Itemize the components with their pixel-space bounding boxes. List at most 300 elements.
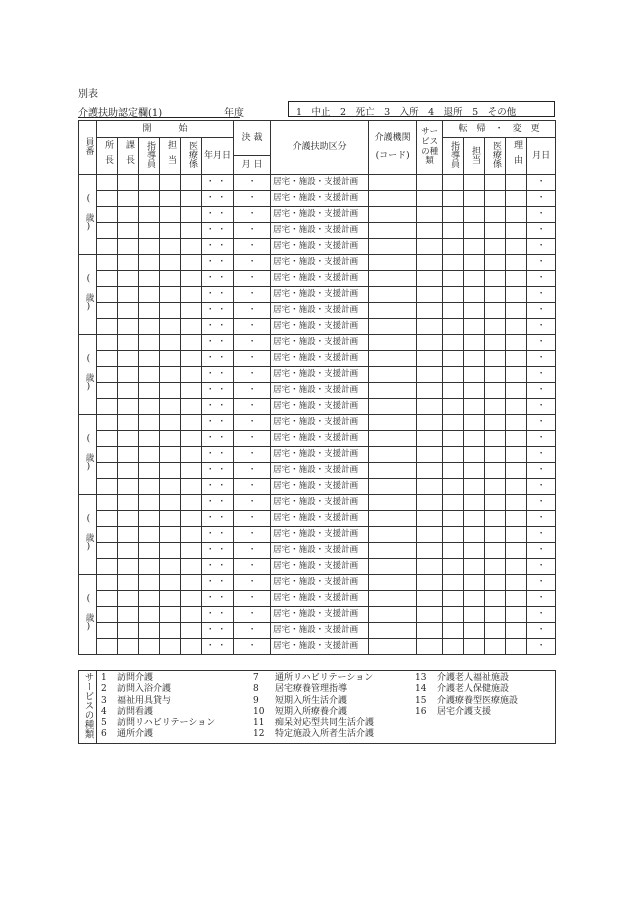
care-category-cell[interactable]: 居宅・施設・支援計画 (271, 175, 369, 191)
reason-cell[interactable] (506, 271, 527, 287)
approval-date-cell[interactable]: ・ (234, 527, 271, 543)
outcome-date-cell[interactable]: ・ (527, 527, 556, 543)
outcome-staff-cell[interactable] (464, 431, 485, 447)
start-date-cell[interactable]: ・・ (202, 335, 234, 351)
care-category-cell[interactable]: 居宅・施設・支援計画 (271, 351, 369, 367)
outcome-medical-cell[interactable] (485, 399, 506, 415)
outcome-staff-cell[interactable] (464, 351, 485, 367)
approval-date-cell[interactable]: ・ (234, 607, 271, 623)
stamp-cell[interactable] (118, 191, 139, 207)
outcome-medical-cell[interactable] (485, 527, 506, 543)
start-date-cell[interactable]: ・・ (202, 591, 234, 607)
outcome-date-cell[interactable]: ・ (527, 399, 556, 415)
outcome-date-cell[interactable]: ・ (527, 319, 556, 335)
stamp-cell[interactable] (160, 319, 181, 335)
approval-date-cell[interactable]: ・ (234, 303, 271, 319)
service-type-cell[interactable] (417, 559, 443, 575)
stamp-cell[interactable] (118, 383, 139, 399)
stamp-cell[interactable] (139, 495, 160, 511)
stamp-cell[interactable] (97, 543, 118, 559)
outcome-staff-cell[interactable] (464, 479, 485, 495)
outcome-staff-cell[interactable] (464, 207, 485, 223)
care-institution-cell[interactable] (369, 415, 417, 431)
stamp-cell[interactable] (97, 415, 118, 431)
start-date-cell[interactable]: ・・ (202, 351, 234, 367)
stamp-cell[interactable] (139, 543, 160, 559)
stamp-cell[interactable] (97, 303, 118, 319)
care-institution-cell[interactable] (369, 303, 417, 319)
stamp-cell[interactable] (97, 591, 118, 607)
approval-date-cell[interactable]: ・ (234, 399, 271, 415)
reason-cell[interactable] (506, 351, 527, 367)
start-date-cell[interactable]: ・・ (202, 303, 234, 319)
reason-cell[interactable] (506, 415, 527, 431)
outcome-medical-cell[interactable] (485, 175, 506, 191)
approval-date-cell[interactable]: ・ (234, 623, 271, 639)
stamp-cell[interactable] (139, 239, 160, 255)
stamp-cell[interactable] (97, 335, 118, 351)
service-type-cell[interactable] (417, 463, 443, 479)
care-institution-cell[interactable] (369, 271, 417, 287)
member-age-cell[interactable] (79, 495, 97, 575)
stamp-cell[interactable] (139, 415, 160, 431)
stamp-cell[interactable] (139, 351, 160, 367)
stamp-cell[interactable] (97, 287, 118, 303)
care-institution-cell[interactable] (369, 223, 417, 239)
start-date-cell[interactable]: ・・ (202, 207, 234, 223)
care-institution-cell[interactable] (369, 559, 417, 575)
stamp-cell[interactable] (181, 367, 202, 383)
outcome-medical-cell[interactable] (485, 431, 506, 447)
approval-date-cell[interactable]: ・ (234, 447, 271, 463)
outcome-staff-cell[interactable] (464, 543, 485, 559)
stamp-cell[interactable] (160, 607, 181, 623)
care-institution-cell[interactable] (369, 175, 417, 191)
service-type-cell[interactable] (417, 591, 443, 607)
stamp-cell[interactable] (118, 367, 139, 383)
care-category-cell[interactable]: 居宅・施設・支援計画 (271, 463, 369, 479)
stamp-cell[interactable] (160, 351, 181, 367)
outcome-instructor-cell[interactable] (443, 287, 464, 303)
reason-cell[interactable] (506, 223, 527, 239)
stamp-cell[interactable] (181, 511, 202, 527)
outcome-instructor-cell[interactable] (443, 271, 464, 287)
care-institution-cell[interactable] (369, 623, 417, 639)
service-type-cell[interactable] (417, 319, 443, 335)
outcome-instructor-cell[interactable] (443, 623, 464, 639)
stamp-cell[interactable] (139, 399, 160, 415)
stamp-cell[interactable] (160, 399, 181, 415)
outcome-instructor-cell[interactable] (443, 591, 464, 607)
outcome-instructor-cell[interactable] (443, 335, 464, 351)
stamp-cell[interactable] (139, 511, 160, 527)
stamp-cell[interactable] (139, 271, 160, 287)
stamp-cell[interactable] (181, 415, 202, 431)
outcome-date-cell[interactable]: ・ (527, 607, 556, 623)
care-category-cell[interactable]: 居宅・施設・支援計画 (271, 287, 369, 303)
stamp-cell[interactable] (181, 623, 202, 639)
start-date-cell[interactable]: ・・ (202, 255, 234, 271)
outcome-medical-cell[interactable] (485, 495, 506, 511)
stamp-cell[interactable] (97, 175, 118, 191)
stamp-cell[interactable] (181, 351, 202, 367)
care-category-cell[interactable]: 居宅・施設・支援計画 (271, 511, 369, 527)
service-type-cell[interactable] (417, 271, 443, 287)
outcome-staff-cell[interactable] (464, 287, 485, 303)
service-type-cell[interactable] (417, 415, 443, 431)
outcome-instructor-cell[interactable] (443, 399, 464, 415)
stamp-cell[interactable] (181, 607, 202, 623)
stamp-cell[interactable] (181, 175, 202, 191)
approval-date-cell[interactable]: ・ (234, 543, 271, 559)
reason-cell[interactable] (506, 431, 527, 447)
outcome-staff-cell[interactable] (464, 639, 485, 655)
stamp-cell[interactable] (181, 447, 202, 463)
service-type-cell[interactable] (417, 623, 443, 639)
stamp-cell[interactable] (118, 543, 139, 559)
reason-cell[interactable] (506, 623, 527, 639)
outcome-date-cell[interactable]: ・ (527, 207, 556, 223)
outcome-date-cell[interactable]: ・ (527, 175, 556, 191)
outcome-date-cell[interactable]: ・ (527, 223, 556, 239)
stamp-cell[interactable] (97, 511, 118, 527)
stamp-cell[interactable] (118, 207, 139, 223)
stamp-cell[interactable] (160, 527, 181, 543)
approval-date-cell[interactable]: ・ (234, 511, 271, 527)
approval-date-cell[interactable]: ・ (234, 367, 271, 383)
stamp-cell[interactable] (97, 607, 118, 623)
outcome-medical-cell[interactable] (485, 335, 506, 351)
reason-cell[interactable] (506, 447, 527, 463)
stamp-cell[interactable] (97, 239, 118, 255)
care-category-cell[interactable]: 居宅・施設・支援計画 (271, 303, 369, 319)
outcome-staff-cell[interactable] (464, 335, 485, 351)
service-type-cell[interactable] (417, 383, 443, 399)
stamp-cell[interactable] (139, 287, 160, 303)
care-institution-cell[interactable] (369, 367, 417, 383)
stamp-cell[interactable] (118, 303, 139, 319)
stamp-cell[interactable] (139, 639, 160, 655)
outcome-instructor-cell[interactable] (443, 207, 464, 223)
stamp-cell[interactable] (118, 575, 139, 591)
care-category-cell[interactable]: 居宅・施設・支援計画 (271, 591, 369, 607)
outcome-staff-cell[interactable] (464, 319, 485, 335)
approval-date-cell[interactable]: ・ (234, 559, 271, 575)
outcome-medical-cell[interactable] (485, 255, 506, 271)
approval-date-cell[interactable]: ・ (234, 431, 271, 447)
stamp-cell[interactable] (118, 399, 139, 415)
outcome-staff-cell[interactable] (464, 271, 485, 287)
care-category-cell[interactable]: 居宅・施設・支援計画 (271, 319, 369, 335)
stamp-cell[interactable] (160, 463, 181, 479)
care-institution-cell[interactable] (369, 527, 417, 543)
care-category-cell[interactable]: 居宅・施設・支援計画 (271, 335, 369, 351)
care-institution-cell[interactable] (369, 239, 417, 255)
service-type-cell[interactable] (417, 207, 443, 223)
stamp-cell[interactable] (181, 207, 202, 223)
outcome-date-cell[interactable]: ・ (527, 351, 556, 367)
care-category-cell[interactable]: 居宅・施設・支援計画 (271, 607, 369, 623)
service-type-cell[interactable] (417, 639, 443, 655)
outcome-date-cell[interactable]: ・ (527, 495, 556, 511)
outcome-medical-cell[interactable] (485, 415, 506, 431)
outcome-instructor-cell[interactable] (443, 447, 464, 463)
care-category-cell[interactable]: 居宅・施設・支援計画 (271, 639, 369, 655)
stamp-cell[interactable] (160, 543, 181, 559)
outcome-date-cell[interactable]: ・ (527, 559, 556, 575)
care-institution-cell[interactable] (369, 335, 417, 351)
service-type-cell[interactable] (417, 511, 443, 527)
stamp-cell[interactable] (118, 335, 139, 351)
care-institution-cell[interactable] (369, 255, 417, 271)
outcome-instructor-cell[interactable] (443, 239, 464, 255)
member-age-cell[interactable] (79, 415, 97, 495)
outcome-medical-cell[interactable] (485, 367, 506, 383)
service-type-cell[interactable] (417, 255, 443, 271)
stamp-cell[interactable] (160, 431, 181, 447)
stamp-cell[interactable] (181, 271, 202, 287)
outcome-instructor-cell[interactable] (443, 543, 464, 559)
outcome-medical-cell[interactable] (485, 623, 506, 639)
outcome-medical-cell[interactable] (485, 591, 506, 607)
reason-cell[interactable] (506, 335, 527, 351)
stamp-cell[interactable] (139, 479, 160, 495)
stamp-cell[interactable] (97, 463, 118, 479)
stamp-cell[interactable] (139, 383, 160, 399)
outcome-staff-cell[interactable] (464, 591, 485, 607)
service-type-cell[interactable] (417, 575, 443, 591)
stamp-cell[interactable] (160, 447, 181, 463)
outcome-medical-cell[interactable] (485, 543, 506, 559)
outcome-date-cell[interactable]: ・ (527, 287, 556, 303)
stamp-cell[interactable] (160, 239, 181, 255)
stamp-cell[interactable] (181, 639, 202, 655)
stamp-cell[interactable] (139, 175, 160, 191)
outcome-date-cell[interactable]: ・ (527, 415, 556, 431)
service-type-cell[interactable] (417, 607, 443, 623)
stamp-cell[interactable] (139, 623, 160, 639)
approval-date-cell[interactable]: ・ (234, 319, 271, 335)
outcome-medical-cell[interactable] (485, 479, 506, 495)
stamp-cell[interactable] (139, 463, 160, 479)
outcome-instructor-cell[interactable] (443, 479, 464, 495)
stamp-cell[interactable] (181, 383, 202, 399)
outcome-instructor-cell[interactable] (443, 191, 464, 207)
outcome-staff-cell[interactable] (464, 175, 485, 191)
service-type-cell[interactable] (417, 367, 443, 383)
stamp-cell[interactable] (139, 431, 160, 447)
reason-cell[interactable] (506, 527, 527, 543)
reason-cell[interactable] (506, 303, 527, 319)
care-category-cell[interactable]: 居宅・施設・支援計画 (271, 383, 369, 399)
stamp-cell[interactable] (160, 335, 181, 351)
care-institution-cell[interactable] (369, 447, 417, 463)
start-date-cell[interactable]: ・・ (202, 575, 234, 591)
stamp-cell[interactable] (139, 575, 160, 591)
stamp-cell[interactable] (181, 463, 202, 479)
outcome-instructor-cell[interactable] (443, 367, 464, 383)
stamp-cell[interactable] (160, 175, 181, 191)
stamp-cell[interactable] (97, 351, 118, 367)
start-date-cell[interactable]: ・・ (202, 367, 234, 383)
stamp-cell[interactable] (97, 575, 118, 591)
outcome-instructor-cell[interactable] (443, 431, 464, 447)
start-date-cell[interactable]: ・・ (202, 319, 234, 335)
outcome-staff-cell[interactable] (464, 399, 485, 415)
stamp-cell[interactable] (97, 399, 118, 415)
stamp-cell[interactable] (118, 239, 139, 255)
care-category-cell[interactable]: 居宅・施設・支援計画 (271, 527, 369, 543)
reason-cell[interactable] (506, 367, 527, 383)
stamp-cell[interactable] (97, 639, 118, 655)
start-date-cell[interactable]: ・・ (202, 431, 234, 447)
outcome-date-cell[interactable]: ・ (527, 255, 556, 271)
stamp-cell[interactable] (118, 431, 139, 447)
reason-cell[interactable] (506, 479, 527, 495)
stamp-cell[interactable] (97, 271, 118, 287)
stamp-cell[interactable] (97, 623, 118, 639)
care-institution-cell[interactable] (369, 191, 417, 207)
stamp-cell[interactable] (160, 287, 181, 303)
stamp-cell[interactable] (181, 527, 202, 543)
service-type-cell[interactable] (417, 335, 443, 351)
outcome-date-cell[interactable]: ・ (527, 575, 556, 591)
outcome-medical-cell[interactable] (485, 559, 506, 575)
start-date-cell[interactable]: ・・ (202, 447, 234, 463)
approval-date-cell[interactable]: ・ (234, 223, 271, 239)
outcome-staff-cell[interactable] (464, 367, 485, 383)
outcome-date-cell[interactable]: ・ (527, 367, 556, 383)
stamp-cell[interactable] (139, 607, 160, 623)
stamp-cell[interactable] (181, 287, 202, 303)
reason-cell[interactable] (506, 639, 527, 655)
approval-date-cell[interactable]: ・ (234, 271, 271, 287)
care-category-cell[interactable]: 居宅・施設・支援計画 (271, 415, 369, 431)
care-institution-cell[interactable] (369, 607, 417, 623)
outcome-instructor-cell[interactable] (443, 575, 464, 591)
outcome-date-cell[interactable]: ・ (527, 479, 556, 495)
approval-date-cell[interactable]: ・ (234, 591, 271, 607)
stamp-cell[interactable] (160, 415, 181, 431)
stamp-cell[interactable] (181, 559, 202, 575)
stamp-cell[interactable] (118, 623, 139, 639)
start-date-cell[interactable]: ・・ (202, 271, 234, 287)
stamp-cell[interactable] (181, 255, 202, 271)
stamp-cell[interactable] (181, 575, 202, 591)
care-institution-cell[interactable] (369, 495, 417, 511)
stamp-cell[interactable] (139, 447, 160, 463)
outcome-medical-cell[interactable] (485, 463, 506, 479)
outcome-medical-cell[interactable] (485, 207, 506, 223)
approval-date-cell[interactable]: ・ (234, 351, 271, 367)
stamp-cell[interactable] (97, 207, 118, 223)
care-institution-cell[interactable] (369, 383, 417, 399)
outcome-date-cell[interactable]: ・ (527, 511, 556, 527)
reason-cell[interactable] (506, 191, 527, 207)
stamp-cell[interactable] (118, 271, 139, 287)
stamp-cell[interactable] (181, 591, 202, 607)
care-category-cell[interactable]: 居宅・施設・支援計画 (271, 479, 369, 495)
approval-date-cell[interactable]: ・ (234, 415, 271, 431)
stamp-cell[interactable] (97, 191, 118, 207)
stamp-cell[interactable] (118, 175, 139, 191)
care-category-cell[interactable]: 居宅・施設・支援計画 (271, 255, 369, 271)
reason-cell[interactable] (506, 175, 527, 191)
approval-date-cell[interactable]: ・ (234, 207, 271, 223)
start-date-cell[interactable]: ・・ (202, 527, 234, 543)
approval-date-cell[interactable]: ・ (234, 239, 271, 255)
outcome-medical-cell[interactable] (485, 351, 506, 367)
service-type-cell[interactable] (417, 543, 443, 559)
care-category-cell[interactable]: 居宅・施設・支援計画 (271, 399, 369, 415)
reason-cell[interactable] (506, 463, 527, 479)
start-date-cell[interactable]: ・・ (202, 495, 234, 511)
care-institution-cell[interactable] (369, 479, 417, 495)
start-date-cell[interactable]: ・・ (202, 511, 234, 527)
outcome-instructor-cell[interactable] (443, 495, 464, 511)
start-date-cell[interactable]: ・・ (202, 383, 234, 399)
outcome-instructor-cell[interactable] (443, 303, 464, 319)
reason-cell[interactable] (506, 575, 527, 591)
approval-date-cell[interactable]: ・ (234, 575, 271, 591)
outcome-medical-cell[interactable] (485, 639, 506, 655)
stamp-cell[interactable] (97, 223, 118, 239)
outcome-staff-cell[interactable] (464, 527, 485, 543)
outcome-instructor-cell[interactable] (443, 255, 464, 271)
outcome-instructor-cell[interactable] (443, 463, 464, 479)
stamp-cell[interactable] (160, 559, 181, 575)
service-type-cell[interactable] (417, 431, 443, 447)
stamp-cell[interactable] (118, 591, 139, 607)
member-age-cell[interactable] (79, 255, 97, 335)
reason-cell[interactable] (506, 543, 527, 559)
outcome-medical-cell[interactable] (485, 287, 506, 303)
stamp-cell[interactable] (181, 495, 202, 511)
stamp-cell[interactable] (139, 223, 160, 239)
reason-cell[interactable] (506, 399, 527, 415)
service-type-cell[interactable] (417, 175, 443, 191)
outcome-instructor-cell[interactable] (443, 415, 464, 431)
stamp-cell[interactable] (139, 367, 160, 383)
service-type-cell[interactable] (417, 495, 443, 511)
approval-date-cell[interactable]: ・ (234, 255, 271, 271)
stamp-cell[interactable] (160, 495, 181, 511)
outcome-instructor-cell[interactable] (443, 559, 464, 575)
start-date-cell[interactable]: ・・ (202, 639, 234, 655)
stamp-cell[interactable] (118, 287, 139, 303)
outcome-staff-cell[interactable] (464, 575, 485, 591)
outcome-instructor-cell[interactable] (443, 223, 464, 239)
stamp-cell[interactable] (97, 319, 118, 335)
care-institution-cell[interactable] (369, 463, 417, 479)
stamp-cell[interactable] (160, 191, 181, 207)
care-category-cell[interactable]: 居宅・施設・支援計画 (271, 623, 369, 639)
service-type-cell[interactable] (417, 527, 443, 543)
outcome-medical-cell[interactable] (485, 319, 506, 335)
stamp-cell[interactable] (118, 639, 139, 655)
outcome-date-cell[interactable]: ・ (527, 591, 556, 607)
outcome-medical-cell[interactable] (485, 223, 506, 239)
member-age-cell[interactable] (79, 335, 97, 415)
stamp-cell[interactable] (139, 559, 160, 575)
stamp-cell[interactable] (181, 319, 202, 335)
stamp-cell[interactable] (97, 447, 118, 463)
outcome-staff-cell[interactable] (464, 511, 485, 527)
outcome-instructor-cell[interactable] (443, 639, 464, 655)
care-institution-cell[interactable] (369, 287, 417, 303)
stamp-cell[interactable] (181, 239, 202, 255)
member-age-cell[interactable] (79, 575, 97, 655)
